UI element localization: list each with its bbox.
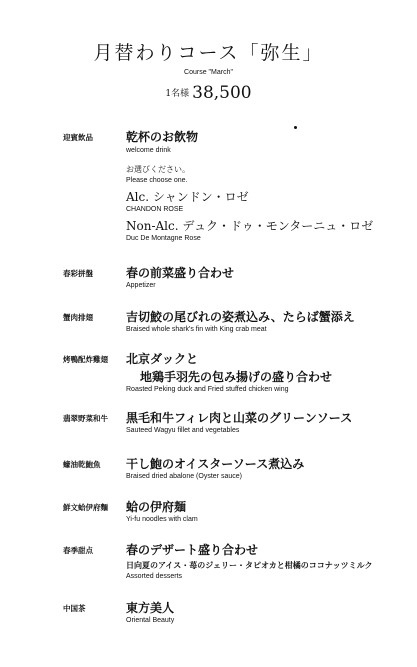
course-label: 翡翠野菜和牛	[63, 414, 108, 423]
choice-note-jp: お選びください。	[126, 165, 190, 174]
course-dish-en: Braised whole shark's fin with King crab meat	[126, 326, 267, 333]
price-value: 38,500	[192, 83, 252, 103]
course-dish-en: Roasted Peking duck and Fried stuffed chicken wing	[126, 386, 289, 393]
course-dish-jp: 蛤の伊府麺	[126, 500, 187, 514]
course-title: 月替わりコース「弥生」	[93, 42, 324, 64]
course-dish-jp: 春の前菜盛り合わせ	[126, 266, 235, 280]
course-dish-jp-line2: 地鶏手羽先の包み揚げの盛り合わせ	[140, 370, 333, 384]
menu-header	[0, 38, 417, 103]
course-dish-jp: 黒毛和牛フィレ肉と山菜のグリーンソース	[126, 411, 353, 425]
course-dish-jp: 北京ダックと	[126, 352, 199, 366]
course-dish-jp: 乾杯のお飲物	[126, 130, 199, 144]
price-label: 1名様	[165, 89, 190, 99]
nonalc-option-jp: Non-Alc. デュク・ドゥ・モンターニュ・ロゼ	[126, 219, 374, 233]
course-dish-jp: 干し鮑のオイスターソース煮込み	[126, 457, 305, 471]
course-dish-en: welcome drink	[126, 147, 171, 154]
nonalc-option-en: Duc De Montagne Rose	[126, 235, 201, 242]
course-label: 春彩拼盤	[63, 269, 93, 278]
course-label: 蟹肉排翅	[63, 313, 93, 322]
course-dish-jp: 東方美人	[126, 601, 175, 615]
course-label: 迎賓飲品	[63, 133, 93, 142]
course-label: 烤鴨配炸雞翅	[63, 355, 108, 364]
course-price	[0, 83, 417, 103]
course-dish-en: Appetizer	[126, 282, 156, 289]
course-dish-en: Sauteed Wagyu fillet and vegetables	[126, 427, 240, 434]
course-subtitle: Course "March"	[184, 69, 233, 76]
alc-option-en: CHANDON ROSE	[126, 206, 184, 213]
dot-mark	[294, 126, 297, 129]
choice-note-en: Please choose one.	[126, 177, 188, 184]
alc-option-jp: Alc. シャンドン・ロゼ	[126, 190, 249, 204]
course-label: 春季甜点	[63, 546, 93, 555]
course-dish-jp: 春のデザート盛り合わせ	[126, 543, 259, 557]
course-dish-en: Braised dried abalone (Oyster sauce)	[126, 473, 242, 480]
course-label: 中国茶	[63, 604, 86, 613]
course-label: 蠔油乾鮑魚	[63, 460, 101, 469]
course-dish-en: Oriental Beauty	[126, 617, 175, 624]
course-dish-en: Assorted desserts	[126, 573, 183, 580]
course-dish-jp: 吉切鮫の尾びれの姿煮込み、たらば蟹添え	[126, 310, 355, 324]
course-label: 鮮文蛤伊府麵	[63, 503, 108, 512]
dessert-details-jp: 日向夏のアイス・苺のジェリー・タピオカと柑橘のココナッツミルク	[126, 560, 373, 570]
course-dish-en: Yi-fu noodles with clam	[126, 516, 198, 523]
